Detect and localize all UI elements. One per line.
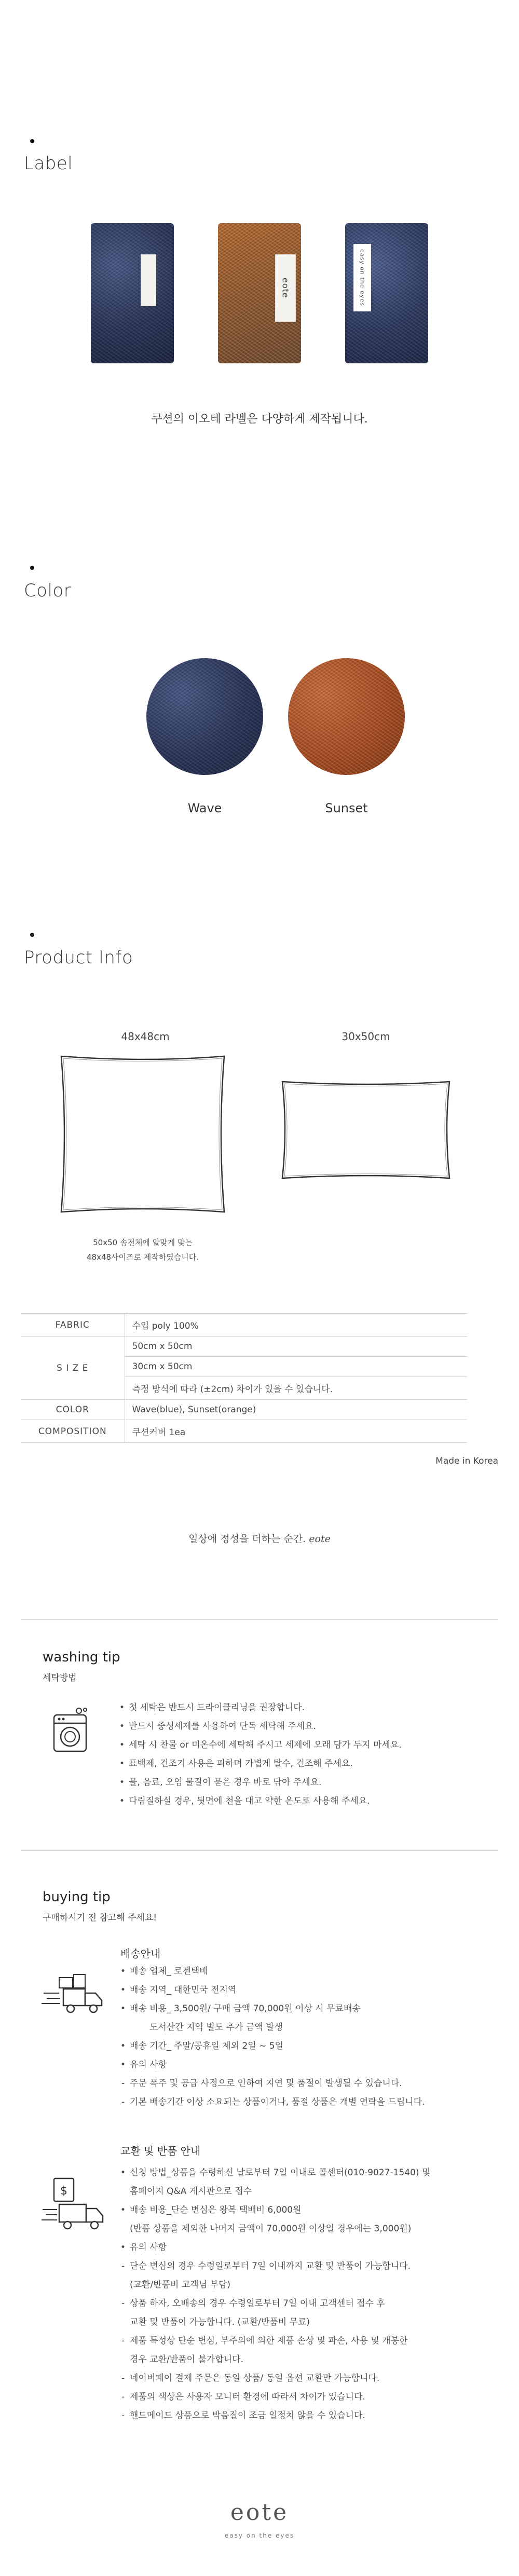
- returns-title: 교환 및 반품 안내: [120, 2145, 201, 2157]
- rect-cushion-outline: [275, 1074, 457, 1189]
- tagline: [0, 1531, 519, 1545]
- buying-title: buying tip: [43, 1889, 111, 1905]
- list-item: • 배송 지역_ 대한민국 전지역: [120, 1981, 425, 1999]
- list-item: - 네이버페이 결제 주문은 동일 상품/ 동일 옵션 교환만 가능합니다.: [120, 2369, 430, 2388]
- label-caption: 쿠션의 이오테 라벨은 다양하게 제작됩니다.: [151, 413, 368, 426]
- washing-subtitle: 세탁방법: [43, 1673, 77, 1683]
- shipping-title: 배송안내: [120, 1947, 161, 1960]
- list-item: - 핸드메이드 상품으로 박음질이 조금 일정치 않을 수 있습니다.: [120, 2406, 430, 2425]
- label-tag-text: easy on the eyes: [359, 249, 366, 306]
- size-label-rect: 30x50cm: [342, 1030, 390, 1043]
- list-item: (교환/반품비 고객님 부담): [130, 2280, 231, 2290]
- section-bullet: [30, 933, 34, 937]
- made-in: Made in Korea: [435, 1456, 498, 1466]
- list-item: • 물, 음료, 오염 물질이 묻은 경우 바로 닦아 주세요.: [119, 1773, 402, 1792]
- color-name-wave: Wave: [187, 801, 222, 815]
- list-item: • 신청 방법_상품을 수령하신 날로부터 7일 이내로 콜센터(010-9027-1540) 및: [120, 2163, 430, 2182]
- list-item: • 표백제, 건조기 사용은 피하며 가볍게 탈수, 건조해 주세요.: [119, 1754, 402, 1773]
- color-value: Wave(blue), Sunset(orange): [125, 1400, 467, 1420]
- return-truck-icon: [42, 2177, 106, 2237]
- product-section-title: Product Info: [24, 947, 133, 968]
- delivery-truck-icon: [42, 1972, 106, 2022]
- list-item: (반품 상품을 제외한 나머지 금액이 70,000원 이상일 경우에는 3,000원): [130, 2224, 412, 2234]
- color-section-title: Color: [24, 580, 72, 601]
- list-item: • 유의 사항: [120, 2238, 430, 2257]
- section-bullet: [30, 566, 34, 570]
- returns-list: [120, 2163, 430, 2425]
- size-note-line-2: 48x48사이즈로 제작하였습니다.: [87, 1252, 199, 1262]
- label-tag-3: [353, 244, 371, 311]
- footer-logo: eote: [230, 2499, 289, 2526]
- list-item: 교환 및 반품이 가능합니다. (교환/반품비 무료): [130, 2317, 310, 2327]
- table-row: [21, 1400, 467, 1420]
- list-item: • 배송 업체_ 로젠택배: [120, 1962, 425, 1981]
- list-item: - 제품의 색상은 사용자 모니터 환경에 따라서 차이가 있습니다.: [120, 2388, 430, 2406]
- size-note: [52, 1235, 234, 1264]
- size-note-line-1: 50x50 솜전체에 알맞게 맞는: [93, 1238, 193, 1247]
- list-item: • 배송 비용_ 3,500원/ 구매 금액 70,000원 이상 시 무료배송: [120, 1999, 425, 2018]
- list-item: • 유의 사항: [120, 2055, 425, 2074]
- fabric-value: 수입 poly 100%: [125, 1314, 467, 1337]
- color-swatch-sunset: [288, 658, 405, 775]
- list-item: • 첫 세탁은 반드시 드라이클리닝을 권장합니다.: [119, 1698, 402, 1717]
- size-label-square: 48x48cm: [121, 1030, 170, 1043]
- list-item: • 반드시 중성세제를 사용하여 단독 세탁해 주세요.: [119, 1717, 402, 1736]
- label-photo-1: [91, 223, 174, 363]
- composition-head: COMPOSITION: [21, 1420, 125, 1443]
- square-cushion-outline: [52, 1051, 234, 1217]
- divider: [21, 1850, 498, 1851]
- list-item: 경우 교환/반품이 불가합니다.: [130, 2354, 244, 2365]
- list-item: - 제품 특성상 단순 변심, 부주의에 의한 제품 손상 및 파손, 사용 및 개봉한: [120, 2332, 430, 2350]
- list-item: 도서산간 지역 별도 추가 금액 발생: [149, 2022, 283, 2033]
- tagline-brand: eote: [309, 1533, 331, 1545]
- label-photo-2: [218, 223, 301, 363]
- table-row: [21, 1314, 467, 1337]
- list-item: • 다림질하실 경우, 뒷면에 천을 대고 약한 온도로 사용해 주세요.: [119, 1792, 402, 1810]
- size-value-2: 30cm x 50cm: [125, 1357, 467, 1377]
- list-item: - 단순 변심의 경우 수령일로부터 7일 이내까지 교환 및 반품이 가능합니다.: [120, 2257, 430, 2275]
- list-item: • 배송 비용_단순 변심은 왕복 택배비 6,000원: [120, 2201, 430, 2219]
- footer-slogan: easy on the eyes: [224, 2532, 295, 2539]
- table-row: [21, 1420, 467, 1443]
- color-swatch-wave: [146, 658, 263, 775]
- list-item: - 기본 배송기간 이상 소요되는 상품이거나, 품절 상품은 개별 연락을 드립니다.: [120, 2093, 425, 2111]
- size-value-3: 측정 방식에 따라 (±2cm) 차이가 있을 수 있습니다.: [125, 1377, 467, 1400]
- buying-subtitle: 구매하시기 전 참고해 주세요!: [43, 1913, 157, 1923]
- tagline-text: 일상에 정성을 더하는 순간.: [188, 1533, 306, 1545]
- divider: [21, 1619, 498, 1620]
- list-item: 홈페이지 Q&A 게시판으로 접수: [130, 2186, 252, 2197]
- label-photo-3: [345, 223, 428, 363]
- fabric-head: FABRIC: [21, 1314, 125, 1337]
- composition-value: 쿠션커버 1ea: [125, 1420, 467, 1443]
- shipping-list: [120, 1962, 425, 2111]
- washing-list: [119, 1698, 402, 1810]
- list-item: • 배송 기간_ 주말/공휴일 제외 2일 ~ 5일: [120, 2037, 425, 2055]
- list-item: • 세탁 시 찬물 or 미온수에 세탁해 주시고 세제에 오래 담가 두지 마세요.: [119, 1736, 402, 1754]
- list-item: - 주문 폭주 및 공급 사정으로 인하여 지연 및 품절이 발생될 수 있습니다.: [120, 2074, 425, 2093]
- section-bullet: [30, 139, 34, 143]
- color-head: COLOR: [21, 1400, 125, 1420]
- svg-text:$: $: [60, 2185, 67, 2198]
- label-section-title: Label: [24, 153, 73, 174]
- table-row: [21, 1337, 467, 1357]
- spec-table: [21, 1313, 467, 1443]
- color-name-sunset: Sunset: [325, 801, 368, 815]
- label-tag-1: [141, 254, 156, 306]
- washing-machine-icon: [51, 1708, 91, 1754]
- list-item: - 상품 하자, 오배송의 경우 수령일로부터 7일 이내 고객센터 접수 후: [120, 2294, 430, 2313]
- label-tag-text: eote: [280, 278, 291, 298]
- size-value-1: 50cm x 50cm: [125, 1337, 467, 1357]
- washing-title: washing tip: [43, 1650, 120, 1665]
- size-head: S I Z E: [21, 1337, 125, 1400]
- label-tag-2: [275, 254, 296, 322]
